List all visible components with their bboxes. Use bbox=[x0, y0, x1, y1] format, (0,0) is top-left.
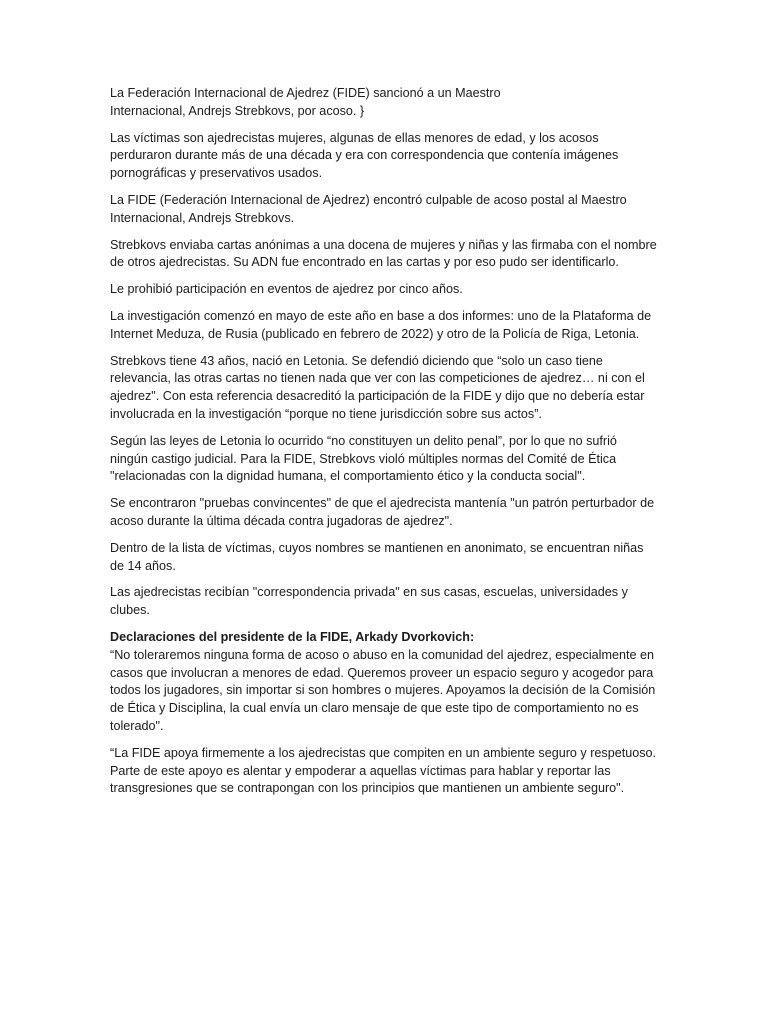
paragraph-letters: Strebkovs enviaba cartas anónimas a una docena de mujeres y niñas y las firmaba con el nombre de otros ajedrecistas. Su ADN fue encontrado en las cartas y por eso pudo ser identificarlo. bbox=[110, 237, 657, 270]
statement-quote-first: “No toleraremos ninguna forma de acoso o abuso en la comunidad del ajedrez, especialmente en casos que involucran a menores de edad. Queremos proveer un espacio seguro y acogedor para todos los jugadores, sin importar si son hombres o mujeres. Apoyamos la decisión de la Comisión de Ética y Disciplina, la cual envía un claro mensaje de que este tipo de comportamiento no es tolerado". bbox=[110, 647, 656, 733]
paragraph-victims: Las víctimas son ajedrecistas mujeres, algunas de ellas menores de edad, y los acosos perduraron durante más de una década y era con correspondencia que contenía imágenes pornográficas y preservativos usados. bbox=[110, 130, 619, 181]
paragraph-defense: Strebkovs tiene 43 años, nació en Letonia. Se defendió diciendo que “solo un caso tiene relevancia, las otras cartas no tienen nada que ver con las competiciones de ajedrez… ni con el ajedrez". Con esta referencia desacreditó la participación de la FIDE y dijo que no debería estar involucrada en la investigación “porque no tiene jurisdicción sobre sus actos”. bbox=[110, 353, 645, 421]
paragraph-guilty: La FIDE (Federación Internacional de Ajedrez) encontró culpable de acoso postal al Maestro Internacional, Andrejs Strebkovs. bbox=[110, 192, 627, 225]
paragraph-investigation: La investigación comenzó en mayo de este año en base a dos informes: uno de la Plataforma de Internet Meduza, de Rusia (publicado en febrero de 2022) y otro de la Policía de Riga, Letonia. bbox=[110, 308, 652, 341]
paragraph-latvian-law: Según las leyes de Letonia lo ocurrido “no constituyen un delito penal”, por lo que no sufrió ningún castigo judicial. Para la FIDE, Strebkovs violó múltiples normas del Comité de Ética "relacionadas con la dignidad humana, el comportamiento ético y la conducta social". bbox=[110, 433, 617, 484]
statement-quote-second: “La FIDE apoya firmemente a los ajedrecistas que compiten en un ambiente seguro y respetuoso. Parte de este apoyo es alentar y empoderar a aquellas víctimas para hablar y reportar las transgresiones que se contrapongan con los principios que mantienen un ambiente seguro". bbox=[110, 745, 657, 796]
paragraph-sanction: La Federación Internacional de Ajedrez (FIDE) sancionó a un Maestro Internacional, Andrejs Strebkovs, por acoso. } bbox=[110, 86, 501, 118]
paragraph-correspondence: Las ajedrecistas recibían "correspondencia privada" en sus casas, escuelas, universidades y clubes. bbox=[110, 585, 628, 618]
paragraph-victim-list: Dentro de la lista de víctimas, cuyos nombres se mantienen en anonimato, se encuentran niñas de 14 años. bbox=[110, 540, 644, 573]
document-body bbox=[110, 85, 658, 807]
paragraph-ban: Le prohibió participación en eventos de ajedrez por cinco años. bbox=[110, 282, 463, 297]
paragraph-evidence: Se encontraron "pruebas convincentes" de que el ajedrecista mantenía "un patrón perturbador de acoso durante la última década contra jugadoras de ajedrez". bbox=[110, 496, 655, 528]
statement-heading: Declaraciones del presidente de la FIDE, Arkady Dvorkovich: bbox=[110, 629, 475, 644]
statement-block bbox=[110, 629, 658, 736]
